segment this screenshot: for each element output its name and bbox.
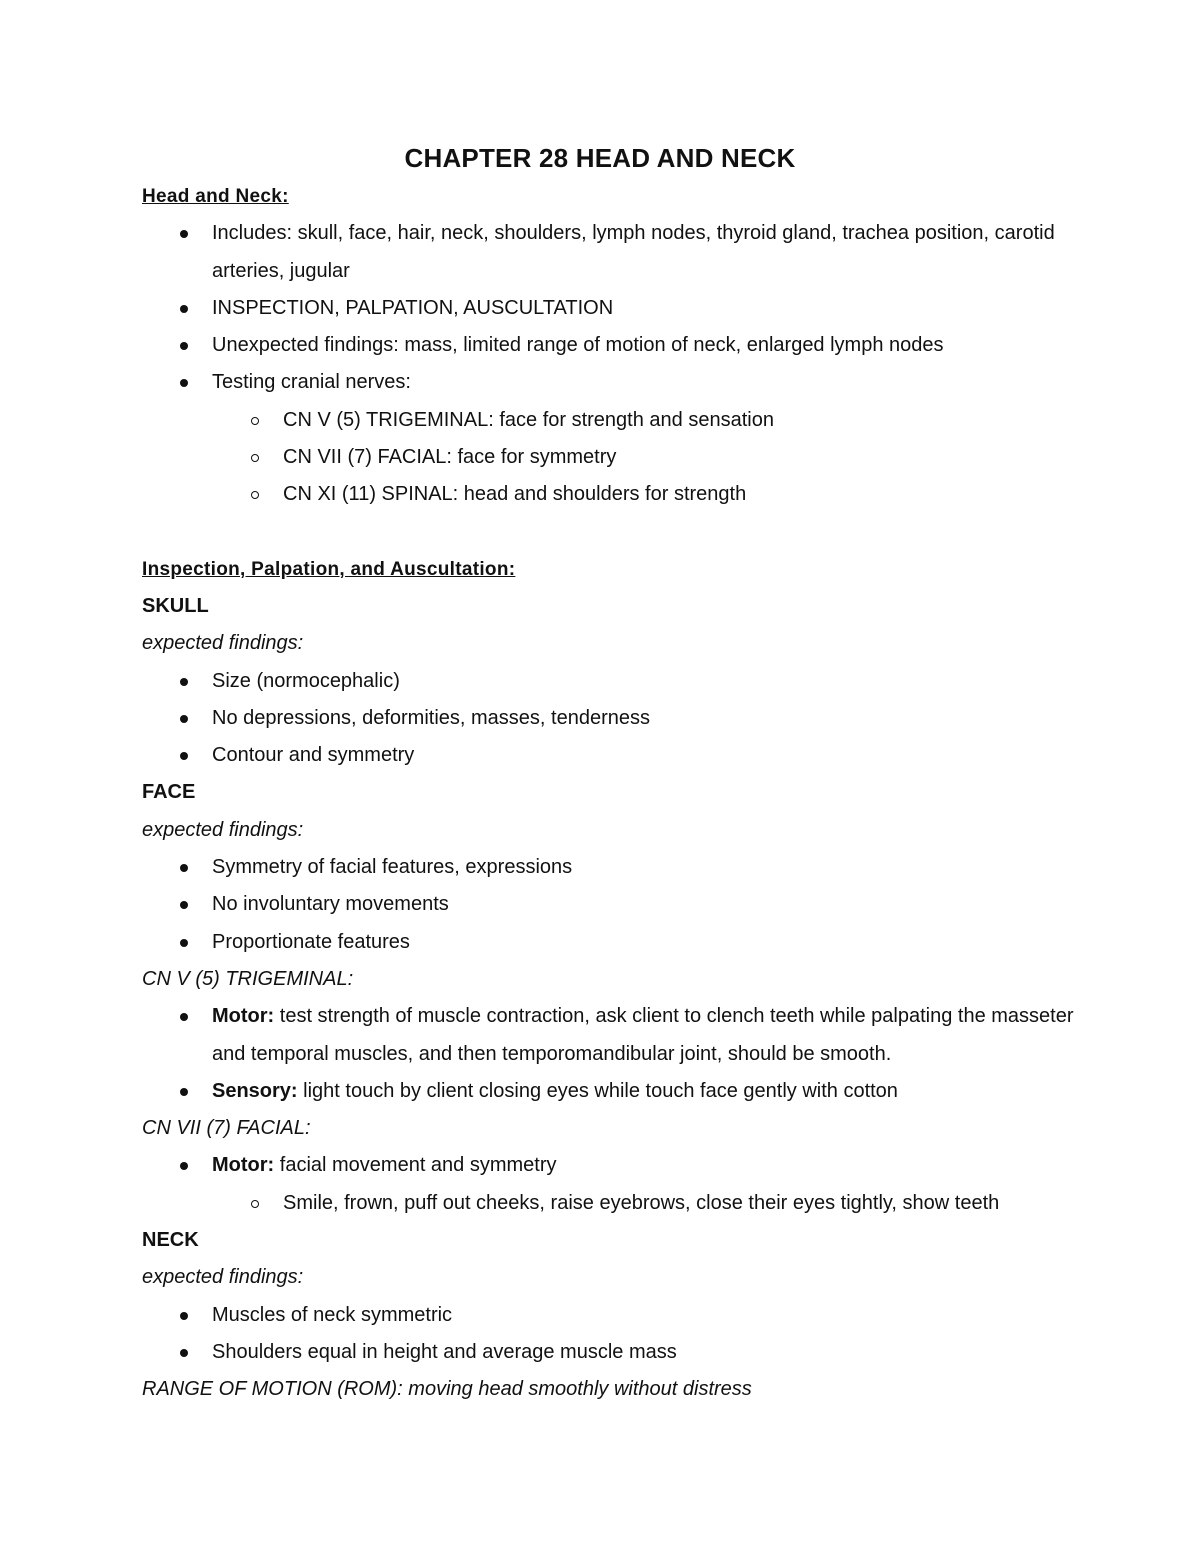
page-title: CHAPTER 28 HEAD AND NECK	[404, 143, 796, 173]
motor-label: Motor:	[212, 1154, 275, 1177]
list-item: Symmetry of facial features, expressions	[212, 849, 1082, 886]
neck-subtitle: expected findings:	[142, 1266, 304, 1289]
face-subtitle: expected findings:	[142, 818, 304, 841]
list-item: No involuntary movements	[212, 886, 1082, 923]
sensory-label: Sensory:	[212, 1079, 298, 1102]
list-item: No depressions, deformities, masses, tenderness	[212, 700, 1082, 737]
sensory-text: light touch by client closing eyes while touch face gently with cotton	[297, 1079, 898, 1102]
motor-text: facial movement and symmetry	[274, 1154, 557, 1177]
face-heading: FACE	[142, 781, 196, 804]
list-item	[212, 364, 1082, 513]
cn7-heading: CN VII (7) FACIAL:	[142, 1117, 311, 1140]
skull-heading: SKULL	[142, 594, 209, 617]
section-heading-head-and-neck: Head and Neck:	[142, 186, 289, 207]
cn5-heading: CN V (5) TRIGEMINAL:	[142, 967, 354, 990]
skull-subtitle: expected findings:	[142, 632, 304, 655]
list-item: INSPECTION, PALPATION, AUSCULTATION	[212, 290, 1082, 327]
motor-label: Motor:	[212, 1005, 275, 1028]
motor-text: test strength of muscle contraction, ask client to clench teeth while palpating the masseter and temporal muscles, and then temporomandibular joint, should be smooth.	[212, 1005, 1074, 1065]
spacer	[142, 514, 1082, 551]
sub-list-item: CN V (5) TRIGEMINAL: face for strength and sensation	[283, 402, 1082, 439]
section-heading-ipa: Inspection, Palpation, and Auscultation:	[142, 558, 516, 580]
neck-list	[142, 1297, 1082, 1372]
list-item: Proportionate features	[212, 924, 1082, 961]
sub-list-item: CN VII (7) FACIAL: face for symmetry	[283, 439, 1082, 476]
list-item: Size (normocephalic)	[212, 663, 1082, 700]
list-item: Muscles of neck symmetric	[212, 1297, 1082, 1334]
document-page	[142, 138, 1082, 1409]
cn5-list	[142, 998, 1082, 1110]
cn7-list	[142, 1147, 1082, 1222]
list-item	[212, 998, 1082, 1073]
sub-list-item: Smile, frown, puff out cheeks, raise eyebrows, close their eyes tightly, show teeth	[283, 1185, 1082, 1222]
rom-line: RANGE OF MOTION (ROM): moving head smoothly without distress	[142, 1378, 752, 1401]
skull-list	[142, 663, 1082, 775]
sub-list-item: CN XI (11) SPINAL: head and shoulders for strength	[283, 476, 1082, 513]
face-list	[142, 849, 1082, 961]
list-item-text: Testing cranial nerves:	[212, 371, 411, 394]
list-item: Contour and symmetry	[212, 737, 1082, 774]
cranial-nerve-list	[212, 402, 1082, 514]
cn7-sub-list	[212, 1185, 1082, 1222]
list-item: Shoulders equal in height and average muscle mass	[212, 1334, 1082, 1371]
neck-heading: NECK	[142, 1229, 199, 1252]
list-item: Unexpected findings: mass, limited range of motion of neck, enlarged lymph nodes	[212, 327, 1082, 364]
intro-list	[142, 215, 1082, 513]
list-item: Includes: skull, face, hair, neck, shoulders, lymph nodes, thyroid gland, trachea position, carotid arteries, jugular	[212, 215, 1082, 290]
list-item	[212, 1073, 1082, 1110]
list-item	[212, 1147, 1082, 1222]
